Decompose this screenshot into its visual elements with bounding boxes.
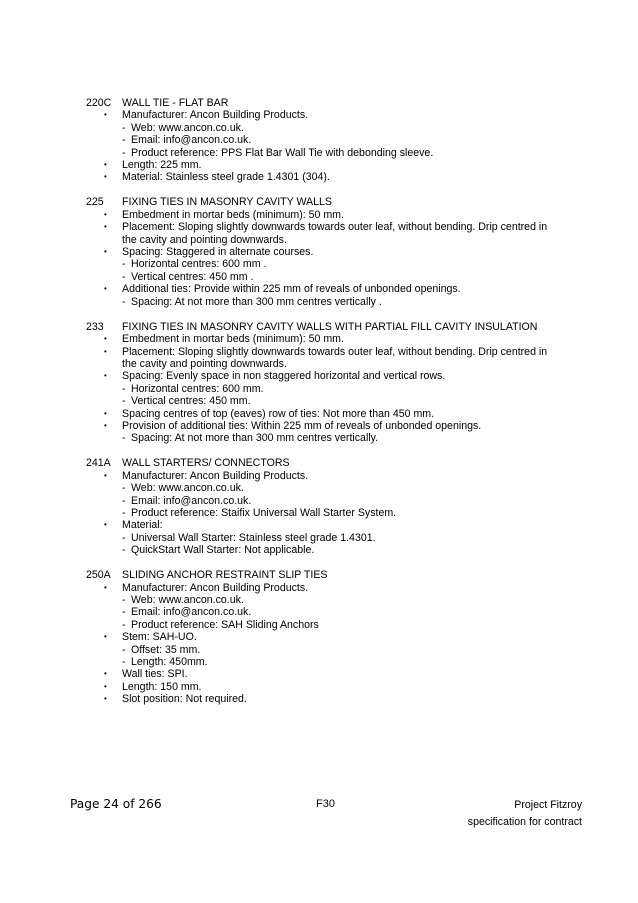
- bullet-text: Stem: SAH-UO.: [122, 631, 197, 644]
- bullet-text: Length: 225 mm.: [122, 159, 202, 172]
- bullet-item: [104, 420, 556, 432]
- bullet-text: Placement: Sloping slightly downwards towards outer leaf, without bending. Drip centred in the cavity and pointing downwards.: [122, 221, 548, 246]
- sub-item-text: Product reference: Staifix Universal Wall Starter System.: [131, 506, 397, 519]
- dash-icon: -: [122, 606, 126, 619]
- bullet-text: Length: 150 mm.: [122, 680, 202, 693]
- dash-icon: -: [122, 544, 126, 557]
- sub-item-text: Spacing: At not more than 300 mm centres vertically.: [131, 432, 379, 445]
- project-name: Project Fitzroy: [514, 799, 582, 811]
- clause-heading: [86, 321, 556, 333]
- bullet-text: Spacing: Evenly space in non staggered horizontal and vertical rows.: [122, 370, 446, 383]
- bullet-icon: •: [104, 520, 107, 530]
- bullet-text: Embedment in mortar beds (minimum): 50 mm.: [122, 333, 344, 346]
- bullet-item: [104, 246, 556, 258]
- sub-item-text: Length: 450mm.: [131, 656, 208, 669]
- bullet-text: Wall ties: SPI.: [122, 668, 188, 681]
- bullet-item: [104, 681, 556, 693]
- bullet-icon: •: [104, 470, 107, 480]
- bullet-icon: •: [104, 284, 107, 294]
- bullet-icon: •: [104, 420, 107, 430]
- sub-item: [122, 656, 556, 668]
- clause-title: WALL STARTERS/ CONNECTORS: [122, 457, 290, 470]
- dash-icon: -: [122, 656, 126, 669]
- page-footer: [70, 797, 582, 837]
- clause-heading: [86, 569, 556, 581]
- sub-item-text: Email: info@ancon.co.uk.: [131, 494, 252, 507]
- bullet-icon: •: [104, 110, 107, 120]
- dash-icon: -: [122, 618, 126, 631]
- clause-number: 233: [86, 320, 104, 333]
- bullet-text: Material:: [122, 519, 163, 532]
- bullet-text: Manufacturer: Ancon Building Products.: [122, 469, 309, 482]
- bullet-icon: •: [104, 222, 107, 232]
- sub-item-text: Product reference: PPS Flat Bar Wall Tie with debonding sleeve.: [131, 146, 434, 159]
- dash-icon: -: [122, 258, 126, 271]
- dash-icon: -: [122, 382, 126, 395]
- clause: [86, 457, 556, 556]
- project-info: [468, 797, 582, 831]
- bullet-icon: •: [104, 408, 107, 418]
- bullet-item: [104, 408, 556, 420]
- bullet-item: [104, 668, 556, 680]
- section-code: F30: [316, 798, 335, 810]
- sub-item-text: Spacing: At not more than 300 mm centres vertically .: [131, 295, 382, 308]
- bullet-icon: •: [104, 172, 107, 182]
- clause: [86, 321, 556, 445]
- sub-item-text: Email: info@ancon.co.uk.: [131, 134, 252, 147]
- clause-number: 225: [86, 196, 104, 209]
- sub-item-text: Web: www.ancon.co.uk.: [131, 121, 244, 134]
- dash-icon: -: [122, 134, 126, 147]
- bullet-icon: •: [104, 681, 107, 691]
- bullet-item: [104, 631, 556, 643]
- bullet-icon: •: [104, 694, 107, 704]
- dash-icon: -: [122, 594, 126, 606]
- bullet-icon: •: [104, 346, 107, 356]
- sub-item-text: Email: info@ancon.co.uk.: [131, 606, 252, 619]
- dash-icon: -: [122, 643, 126, 656]
- sub-item: [122, 644, 556, 656]
- bullet-text: Slot position: Not required.: [122, 693, 247, 706]
- clause: [86, 569, 556, 705]
- sub-item-text: Product reference: SAH Sliding Anchors: [131, 618, 319, 631]
- sub-item: [122, 544, 556, 556]
- dash-icon: -: [122, 121, 126, 134]
- bullet-text: Placement: Sloping slightly downwards towards outer leaf, without bending. Drip centred in the cavity and pointing downwards.: [122, 345, 548, 370]
- sub-item: [122, 495, 556, 507]
- sub-item: [122, 507, 556, 519]
- sub-item: [122, 606, 556, 618]
- sub-item: [122, 532, 556, 544]
- bullet-text: Material: Stainless steel grade 1.4301 (304).: [122, 171, 330, 184]
- sub-item: [122, 296, 556, 308]
- dash-icon: -: [122, 482, 126, 495]
- bullet-icon: •: [104, 669, 107, 679]
- dash-icon: -: [122, 395, 126, 408]
- dash-icon: -: [122, 270, 126, 283]
- dash-icon: -: [122, 146, 126, 159]
- bullet-item: [104, 519, 556, 531]
- specification-clauses: [86, 97, 556, 718]
- bullet-item: [104, 582, 556, 594]
- bullet-item: [104, 109, 556, 121]
- project-subtitle: specification for contract: [467, 816, 582, 828]
- sub-item-text: Vertical centres: 450 mm .: [131, 270, 254, 283]
- bullet-text: Manufacturer: Ancon Building Products.: [122, 109, 309, 122]
- sub-item-text: Universal Wall Starter: Stainless steel grade 1.4301.: [131, 531, 376, 544]
- sub-item: [122, 594, 556, 606]
- bullet-icon: •: [104, 334, 107, 344]
- sub-item: [122, 271, 556, 283]
- sub-item: [122, 258, 556, 270]
- bullet-icon: •: [104, 371, 107, 381]
- clause-heading: [86, 457, 556, 469]
- dash-icon: -: [122, 295, 126, 308]
- sub-item: [122, 383, 556, 395]
- sub-item-text: Web: www.ancon.co.uk.: [131, 594, 244, 606]
- clause-heading: [86, 196, 556, 208]
- sub-item: [122, 134, 556, 146]
- bullet-text: Manufacturer: Ancon Building Products.: [122, 581, 309, 594]
- bullet-text: Provision of additional ties: Within 225 mm of reveals of unbonded openings.: [122, 419, 482, 432]
- bullet-text: Spacing centres of top (eaves) row of ties: Not more than 450 mm.: [122, 407, 435, 420]
- dash-icon: -: [122, 506, 126, 519]
- bullet-item: [104, 283, 556, 295]
- clause-number: 250A: [86, 569, 111, 582]
- clause-number: 241A: [86, 457, 111, 470]
- clause-title: FIXING TIES IN MASONRY CAVITY WALLS WITH PARTIAL FILL CAVITY INSULATION: [122, 320, 538, 333]
- clause-title: WALL TIE - FLAT BAR: [122, 97, 229, 109]
- clause-title: SLIDING ANCHOR RESTRAINT SLIP TIES: [122, 569, 328, 582]
- bullet-item: [104, 346, 556, 371]
- dash-icon: -: [122, 531, 126, 544]
- bullet-icon: •: [104, 209, 107, 219]
- bullet-item: [104, 693, 556, 705]
- sub-item-text: Web: www.ancon.co.uk.: [131, 482, 244, 495]
- clause-number: 220C: [86, 97, 112, 109]
- bullet-text: Spacing: Staggered in alternate courses.: [122, 246, 314, 259]
- bullet-item: [104, 333, 556, 345]
- dash-icon: -: [122, 432, 126, 445]
- bullet-icon: •: [104, 632, 107, 642]
- clause: [86, 97, 556, 184]
- sub-item: [122, 147, 556, 159]
- bullet-text: Additional ties: Provide within 225 mm of reveals of unbonded openings.: [122, 283, 461, 296]
- sub-item-text: Horizontal centres: 600 mm.: [131, 382, 264, 395]
- clause-title: FIXING TIES IN MASONRY CAVITY WALLS: [122, 196, 332, 209]
- bullet-item: [104, 470, 556, 482]
- bullet-text: Embedment in mortar beds (minimum): 50 mm.: [122, 208, 344, 221]
- sub-item: [122, 432, 556, 444]
- sub-item-text: Offset: 35 mm.: [131, 643, 201, 656]
- page-number: Page 24 of 266: [70, 797, 162, 811]
- bullet-icon: •: [104, 582, 107, 592]
- sub-item: [122, 395, 556, 407]
- bullet-item: [104, 159, 556, 171]
- clause-heading: [86, 97, 556, 109]
- clause: [86, 196, 556, 308]
- bullet-item: [104, 209, 556, 221]
- bullet-item: [104, 221, 556, 246]
- sub-item: [122, 122, 556, 134]
- bullet-icon: •: [104, 247, 107, 257]
- dash-icon: -: [122, 494, 126, 507]
- bullet-item: [104, 370, 556, 382]
- sub-item-text: Horizontal centres: 600 mm .: [131, 258, 267, 271]
- sub-item: [122, 482, 556, 494]
- sub-item-text: QuickStart Wall Starter: Not applicable.: [131, 544, 315, 557]
- bullet-icon: •: [104, 160, 107, 170]
- sub-item: [122, 619, 556, 631]
- sub-item-text: Vertical centres: 450 mm.: [131, 395, 251, 408]
- bullet-item: [104, 171, 556, 183]
